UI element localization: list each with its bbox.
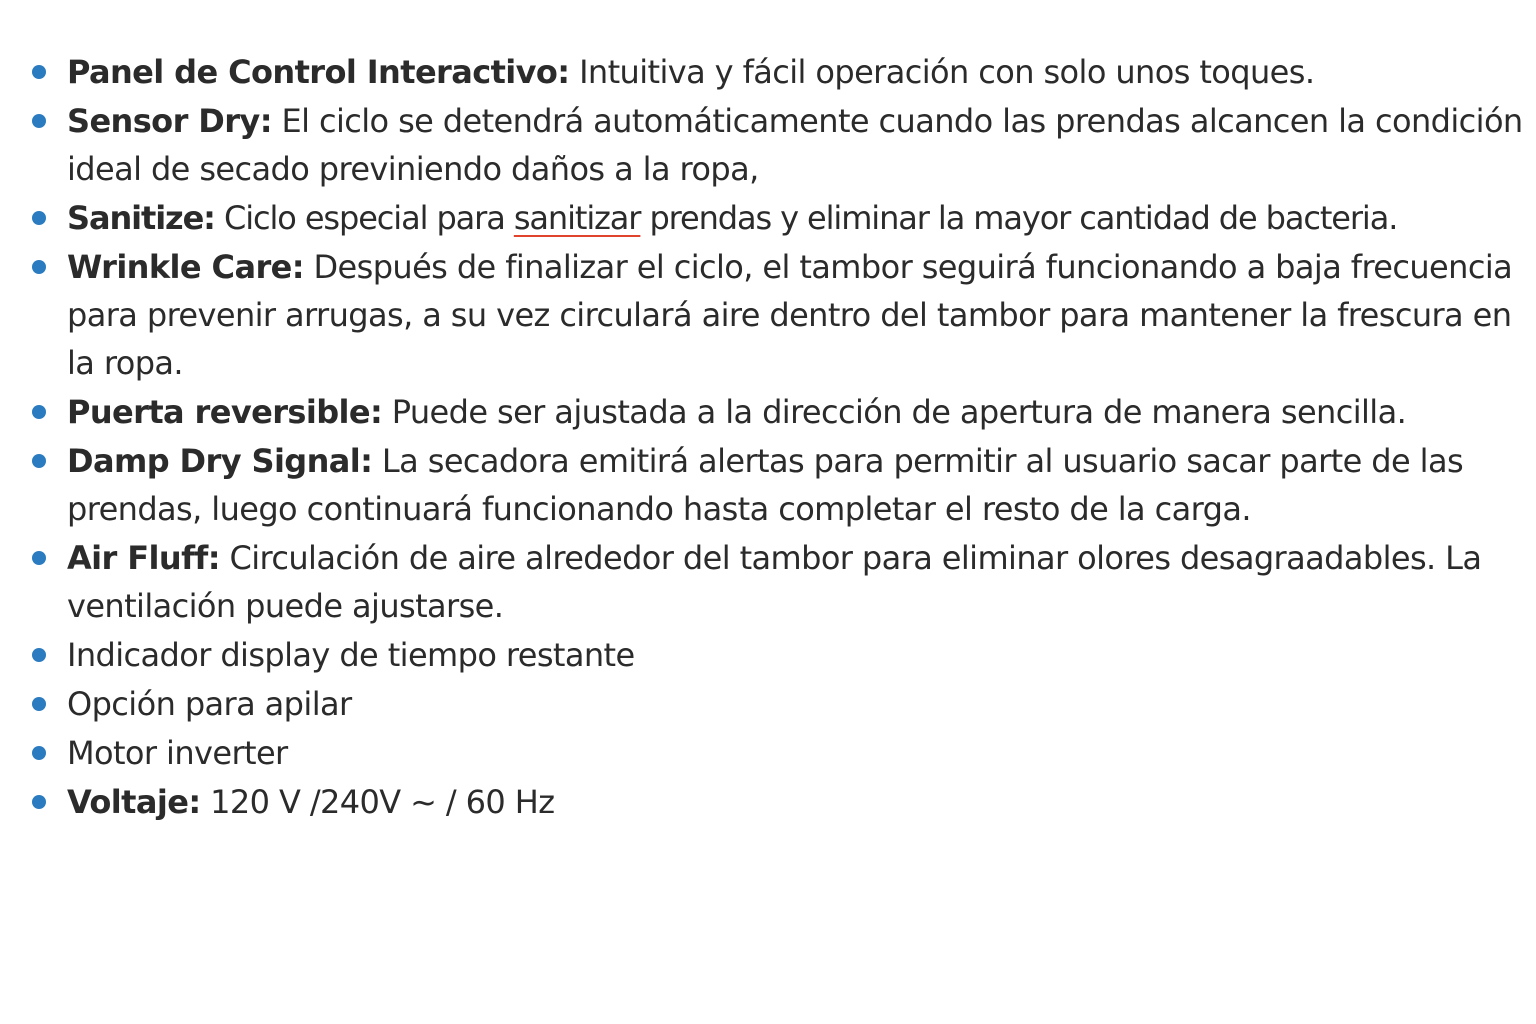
feature-term: Panel de Control Interactivo: (67, 53, 570, 91)
feature-description: Puede ser ajustada a la dirección de apertura de manera sencilla. (382, 393, 1407, 431)
feature-description-start: Ciclo especial para (214, 199, 514, 237)
feature-term: Voltaje: (67, 783, 201, 821)
feature-description: La secadora emitirá alertas para permitir al usuario sacar parte de las prendas, luego continuará funcionando hasta completar el resto de la carga. (67, 442, 1464, 528)
bullet-icon (32, 260, 46, 274)
spellcheck-flagged-word[interactable]: sanitizar (513, 199, 641, 237)
feature-term: Puerta reversible: (67, 393, 383, 431)
feature-term: Air Fluff: (67, 539, 220, 577)
feature-description: Circulación de aire alrededor del tambor para eliminar olores desagraadables. La ventilación puede ajustarse. (67, 539, 1482, 625)
feature-item-motor-inverter (28, 729, 1528, 777)
bullet-icon (32, 405, 46, 419)
feature-description-end: prendas y eliminar la mayor cantidad de bacteria. (640, 199, 1398, 237)
bullet-icon (32, 795, 46, 809)
feature-item-panel-control (28, 48, 1528, 96)
feature-description: 120 V /240V ~ / 60 Hz (200, 783, 555, 821)
feature-list (28, 48, 1528, 827)
feature-item-puerta-reversible (28, 388, 1528, 436)
feature-item-air-fluff (28, 534, 1528, 630)
bullet-icon (32, 648, 46, 662)
bullet-icon (32, 114, 46, 128)
feature-item-opcion-apilar (28, 680, 1528, 728)
bullet-icon (32, 746, 46, 760)
bullet-icon (32, 697, 46, 711)
feature-term: Sanitize: (67, 199, 215, 237)
feature-item-sensor-dry (28, 97, 1528, 193)
feature-term: Wrinkle Care: (67, 248, 304, 286)
feature-item-indicador-display (28, 631, 1528, 679)
feature-description: Motor inverter (67, 734, 288, 772)
bullet-icon (32, 65, 46, 79)
bullet-icon (32, 551, 46, 565)
feature-description: Indicador display de tiempo restante (67, 636, 635, 674)
feature-item-voltaje (28, 778, 1528, 826)
feature-term: Sensor Dry: (67, 102, 272, 140)
feature-description: Intuitiva y fácil operación con solo unos toques. (569, 53, 1315, 91)
feature-item-wrinkle-care (28, 243, 1528, 387)
feature-description: El ciclo se detendrá automáticamente cuando las prendas alcancen la condición ideal de secado previniendo daños a la ropa, (67, 102, 1523, 188)
bullet-icon (32, 211, 46, 225)
feature-description: Después de finalizar el ciclo, el tambor seguirá funcionando a baja frecuencia para prevenir arrugas, a su vez circulará aire dentro del tambor para mantener la frescura en la ropa. (67, 248, 1513, 382)
feature-description: Opción para apilar (67, 685, 352, 723)
feature-item-damp-dry-signal (28, 437, 1528, 533)
feature-term: Damp Dry Signal: (67, 442, 373, 480)
feature-item-sanitize (28, 194, 1528, 242)
bullet-icon (32, 454, 46, 468)
